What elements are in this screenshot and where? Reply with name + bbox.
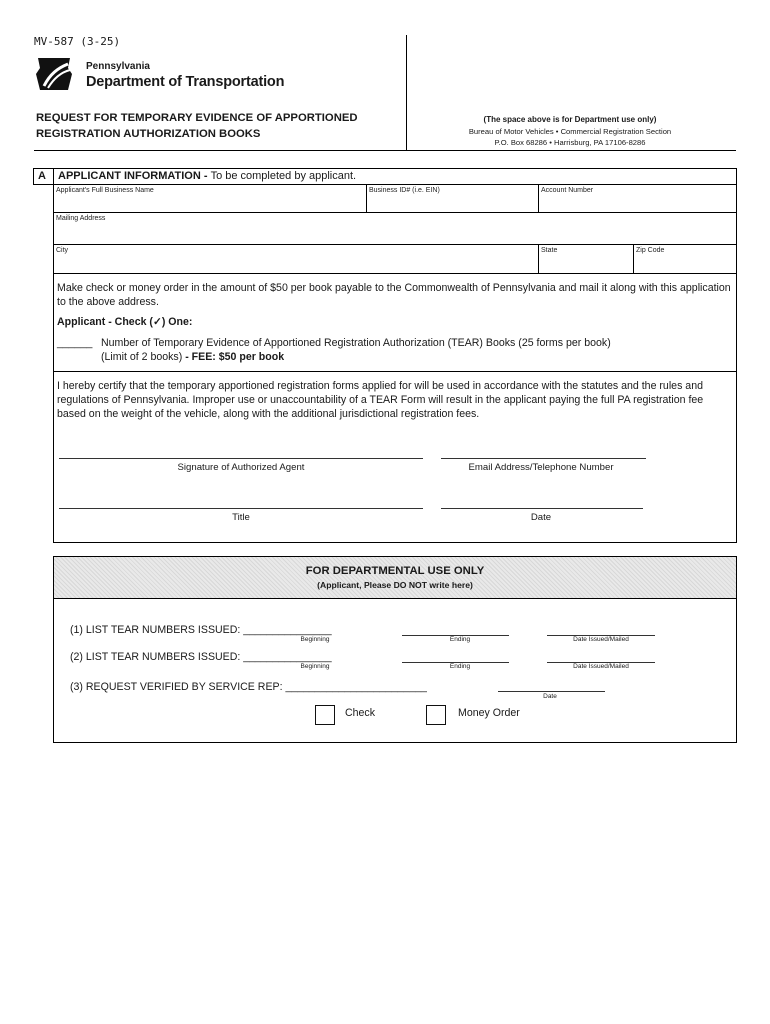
- section-a-top-rule: [33, 168, 736, 169]
- title-label: Title: [232, 512, 250, 523]
- business-id-label: Business ID# (i.e. EIN): [369, 187, 440, 194]
- mailing-address-field[interactable]: [53, 212, 736, 244]
- logo-state: Pennsylvania: [86, 61, 150, 72]
- form-title-line1: REQUEST FOR TEMPORARY EVIDENCE OF APPORTIONED: [36, 112, 358, 124]
- date-issued-label: Date Issued/Mailed: [573, 636, 629, 643]
- email-phone-line[interactable]: [441, 458, 646, 459]
- tear-fee: - FEE: $50 per book: [185, 351, 285, 363]
- money-order-label: Money Order: [458, 707, 520, 719]
- logo-department: Department of Transportation: [86, 74, 285, 90]
- date-line[interactable]: [441, 508, 643, 509]
- check-payment-checkbox[interactable]: [315, 705, 335, 725]
- bureau-line: Bureau of Motor Vehicles • Commercial Registration Section: [468, 127, 672, 136]
- form-title-line2: REGISTRATION AUTHORIZATION BOOKS: [36, 128, 261, 140]
- state-label: State: [541, 247, 558, 254]
- signature-line[interactable]: [59, 458, 423, 459]
- book-quantity-field[interactable]: ______: [57, 337, 93, 349]
- signature-label: Signature of Authorized Agent: [177, 462, 305, 473]
- business-name-field[interactable]: [53, 184, 366, 212]
- business-name-label: Applicant's Full Business Name: [56, 187, 154, 194]
- business-id-field[interactable]: [366, 184, 538, 212]
- section-a-heading-bold: APPLICANT INFORMATION -: [58, 170, 211, 182]
- tear-option-line1: Number of Temporary Evidence of Apportioned Registration Authorization (TEAR) Books (25 forms per book): [101, 337, 611, 349]
- dept-use-heading: FOR DEPARTMENTAL USE ONLY: [305, 565, 485, 577]
- tear-numbers-row2: (2) LIST TEAR NUMBERS ISSUED: _______________: [70, 651, 332, 663]
- date-label: Date: [530, 512, 552, 523]
- zip-label: Zip Code: [636, 247, 665, 254]
- section-a-letter: A: [38, 170, 46, 182]
- section-a-right-border: [736, 168, 737, 542]
- account-number-field[interactable]: [538, 184, 736, 212]
- tear-option-line2: [101, 351, 284, 363]
- certification-text: I hereby certify that the temporary apportioned registration forms applied for will be used in accordance with the statutes and the rules and regulations of Pennsylvania. Improper use or unaccountability of a TEAR Form will result in the applicant paying the full PA registration fee based on the weight of the vehicle, along with the additional jurisdictional registration fees.: [57, 380, 704, 420]
- dept-use-subheading: (Applicant, Please DO NOT write here): [317, 580, 473, 590]
- account-number-label: Account Number: [541, 187, 594, 194]
- header-rule: [34, 150, 736, 151]
- check-one-label: Applicant - Check (✓) One:: [57, 316, 193, 328]
- ending-label: Ending: [449, 663, 471, 670]
- keystone-logo-icon: [34, 56, 74, 92]
- ending-label: Ending: [449, 636, 471, 643]
- payment-instructions: Make check or money order in the amount of $50 per book payable to the Commonwealth of Pennsylvania and mail it along with this application to the above address.: [57, 282, 731, 308]
- verify-date-label: Date: [543, 693, 557, 700]
- beginning-label: Beginning: [300, 663, 330, 670]
- verify-date-line[interactable]: [498, 691, 605, 692]
- money-order-checkbox[interactable]: [426, 705, 446, 725]
- tear-limit: (Limit of 2 books): [101, 351, 186, 363]
- date-issued-label: Date Issued/Mailed: [573, 663, 629, 670]
- verified-by-row: (3) REQUEST VERIFIED BY SERVICE REP: ________________________: [70, 681, 427, 693]
- section-a-heading-rest: To be completed by applicant.: [210, 170, 357, 182]
- tear-numbers-row1: (1) LIST TEAR NUMBERS ISSUED: _______________: [70, 624, 332, 636]
- mailing-address-label: Mailing Address: [56, 215, 106, 222]
- dept-use-note: (The space above is for Department use only): [483, 115, 657, 124]
- address-line: P.O. Box 68286 • Harrisburg, PA 17106-8286: [494, 138, 646, 147]
- city-label: City: [56, 247, 69, 254]
- field-rule: [53, 273, 737, 274]
- beginning-label: Beginning: [300, 636, 330, 643]
- section-a-letter-bottom: [33, 184, 53, 185]
- section-a-bottom-border: [53, 542, 737, 543]
- form-number: MV-587 (3-25): [34, 35, 121, 48]
- zip-field[interactable]: [633, 244, 736, 273]
- check-payment-label: Check: [345, 707, 376, 719]
- state-field[interactable]: [538, 244, 633, 273]
- title-line[interactable]: [59, 508, 423, 509]
- dept-use-header: [54, 557, 736, 599]
- email-phone-label: Email Address/Telephone Number: [468, 462, 614, 473]
- section-a-heading: [58, 170, 356, 182]
- header-divider: [406, 35, 407, 150]
- city-field[interactable]: [53, 244, 538, 273]
- section-a-letter-left: [33, 168, 34, 184]
- field-rule: [53, 371, 737, 372]
